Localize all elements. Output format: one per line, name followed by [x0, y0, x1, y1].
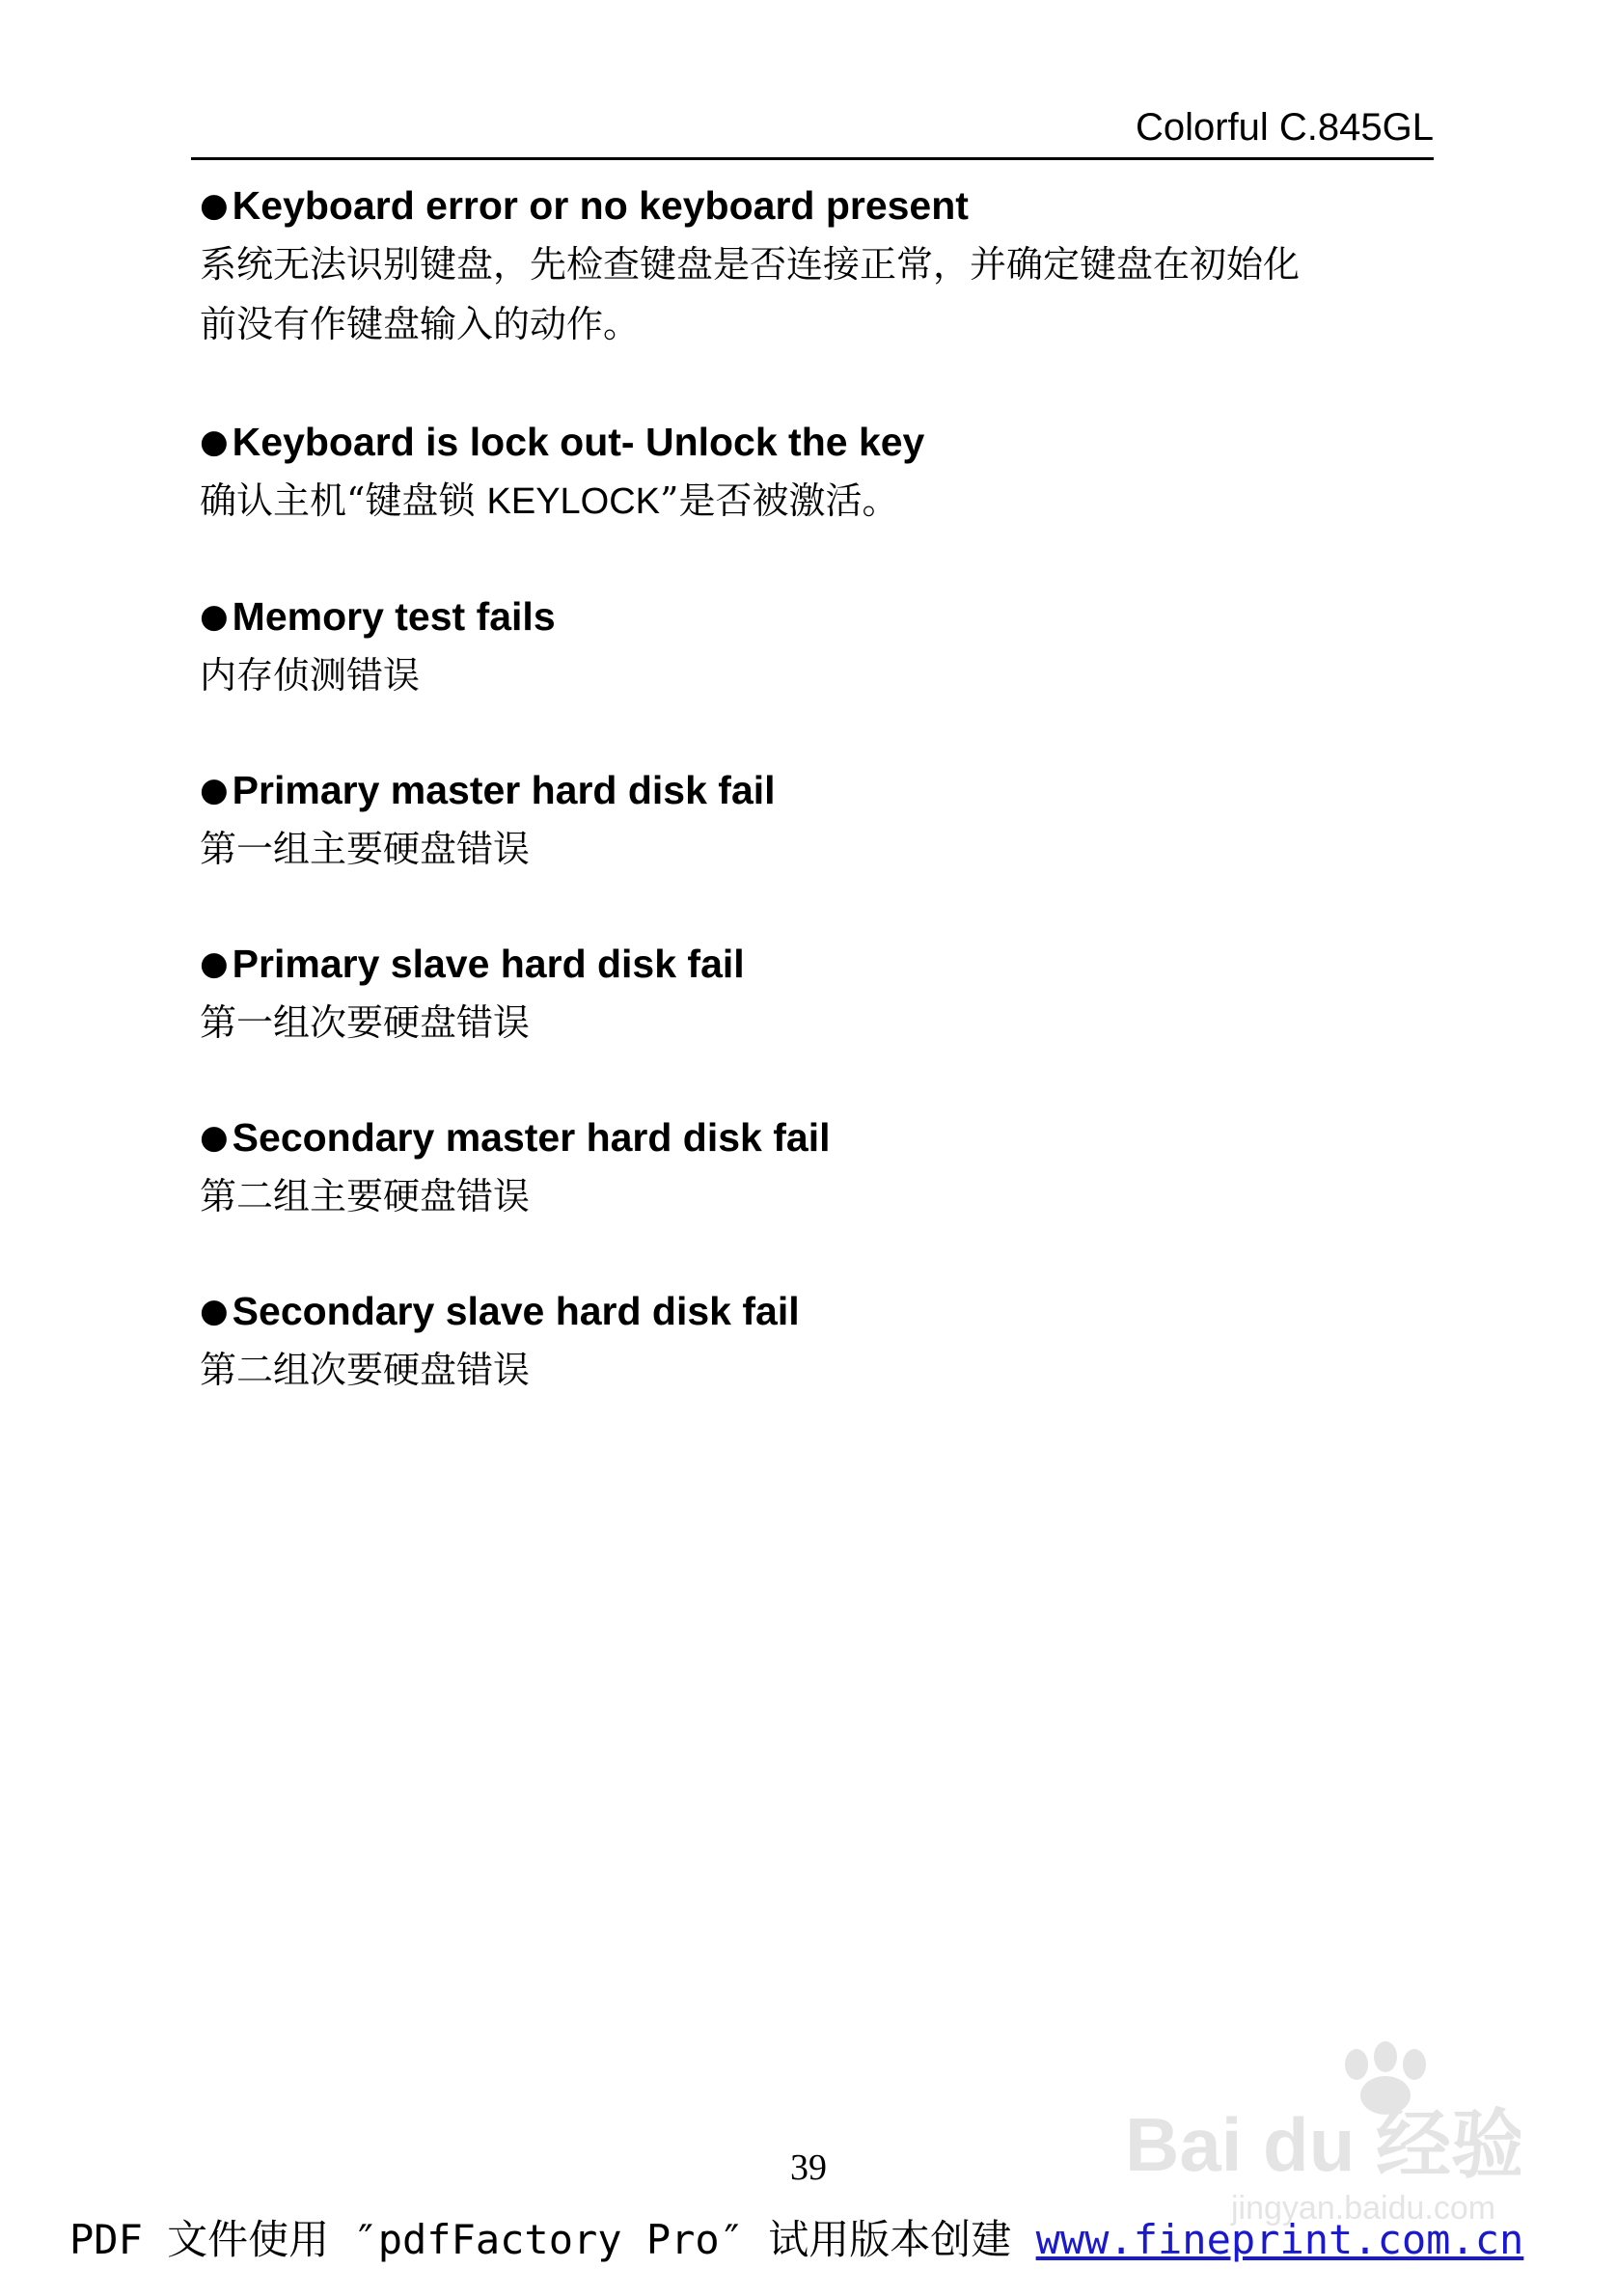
entry-heading	[200, 178, 1444, 232]
entry-description: 第二组主要硬盘错误	[200, 1175, 531, 1217]
fineprint-link[interactable]: www.fineprint.com.cn	[1035, 2216, 1524, 2263]
keylock-term: KEYLOCK	[486, 481, 661, 522]
pdf-footer	[69, 2215, 1523, 2265]
entry-heading	[200, 1284, 1444, 1338]
entry-heading-text: Keyboard error or no keyboard present	[232, 183, 969, 228]
entry-heading-text: Secondary slave hard disk fail	[232, 1289, 800, 1333]
entry-description	[200, 234, 1444, 354]
entry-heading-text: Keyboard is lock out- Unlock the key	[232, 420, 925, 464]
entry-heading	[200, 1110, 1444, 1164]
bullet-icon: ●	[200, 944, 229, 983]
entry-description-part: ”是否被激活。	[660, 479, 899, 522]
entry-description: 第一组次要硬盘错误	[200, 1001, 531, 1044]
entry-heading	[200, 937, 1444, 991]
bullet-icon: ●	[200, 771, 229, 809]
entry-heading-text: Secondary master hard disk fail	[232, 1115, 831, 1160]
entry-description	[200, 471, 1444, 532]
entry-heading-text: Primary slave hard disk fail	[232, 942, 745, 986]
bullet-icon: ●	[200, 186, 229, 225]
header-title: Colorful C.845GL	[1135, 106, 1434, 149]
bullet-icon: ●	[200, 597, 229, 636]
entry-description: 内存侦测错误	[200, 654, 421, 697]
entry-primary-master	[200, 763, 1444, 879]
entry-description: 第二组次要硬盘错误	[200, 1349, 531, 1391]
entry-list	[200, 178, 1444, 1400]
entry-description-line: 系统无法识别键盘，先检查键盘是否连接正常，并确定键盘在初始化	[200, 243, 1301, 286]
bullet-icon: ●	[200, 1292, 229, 1330]
watermark-brand: Bai du 经验	[1125, 2102, 1521, 2187]
bullet-icon: ●	[200, 1118, 229, 1157]
header-rule	[191, 157, 1434, 160]
entry-primary-slave	[200, 937, 1444, 1052]
entry-heading	[200, 763, 1444, 817]
entry-secondary-master	[200, 1110, 1444, 1226]
footer-text: PDF 文件使用 ″pdfFactory Pro″ 试用版本创建	[69, 2216, 1036, 2263]
bullet-icon: ●	[200, 423, 229, 461]
entry-heading	[200, 589, 1444, 643]
entry-description-part: 确认主机“键盘锁	[200, 479, 487, 522]
entry-heading-text: Memory test fails	[232, 594, 556, 639]
baidu-watermark-logo	[1115, 2036, 1521, 2228]
watermark-url: jingyan.baidu.com	[1231, 2190, 1496, 2227]
entry-heading-text: Primary master hard disk fail	[232, 768, 776, 812]
entry-keyboard-lock	[200, 415, 1444, 532]
entry-heading	[200, 415, 1444, 469]
entry-memory-test	[200, 589, 1444, 705]
page-number: 39	[790, 2147, 827, 2188]
entry-description: 第一组主要硬盘错误	[200, 828, 531, 870]
entry-secondary-slave	[200, 1284, 1444, 1400]
entry-keyboard-error	[200, 178, 1444, 354]
entry-description-line: 前没有作键盘输入的动作。	[200, 303, 641, 345]
